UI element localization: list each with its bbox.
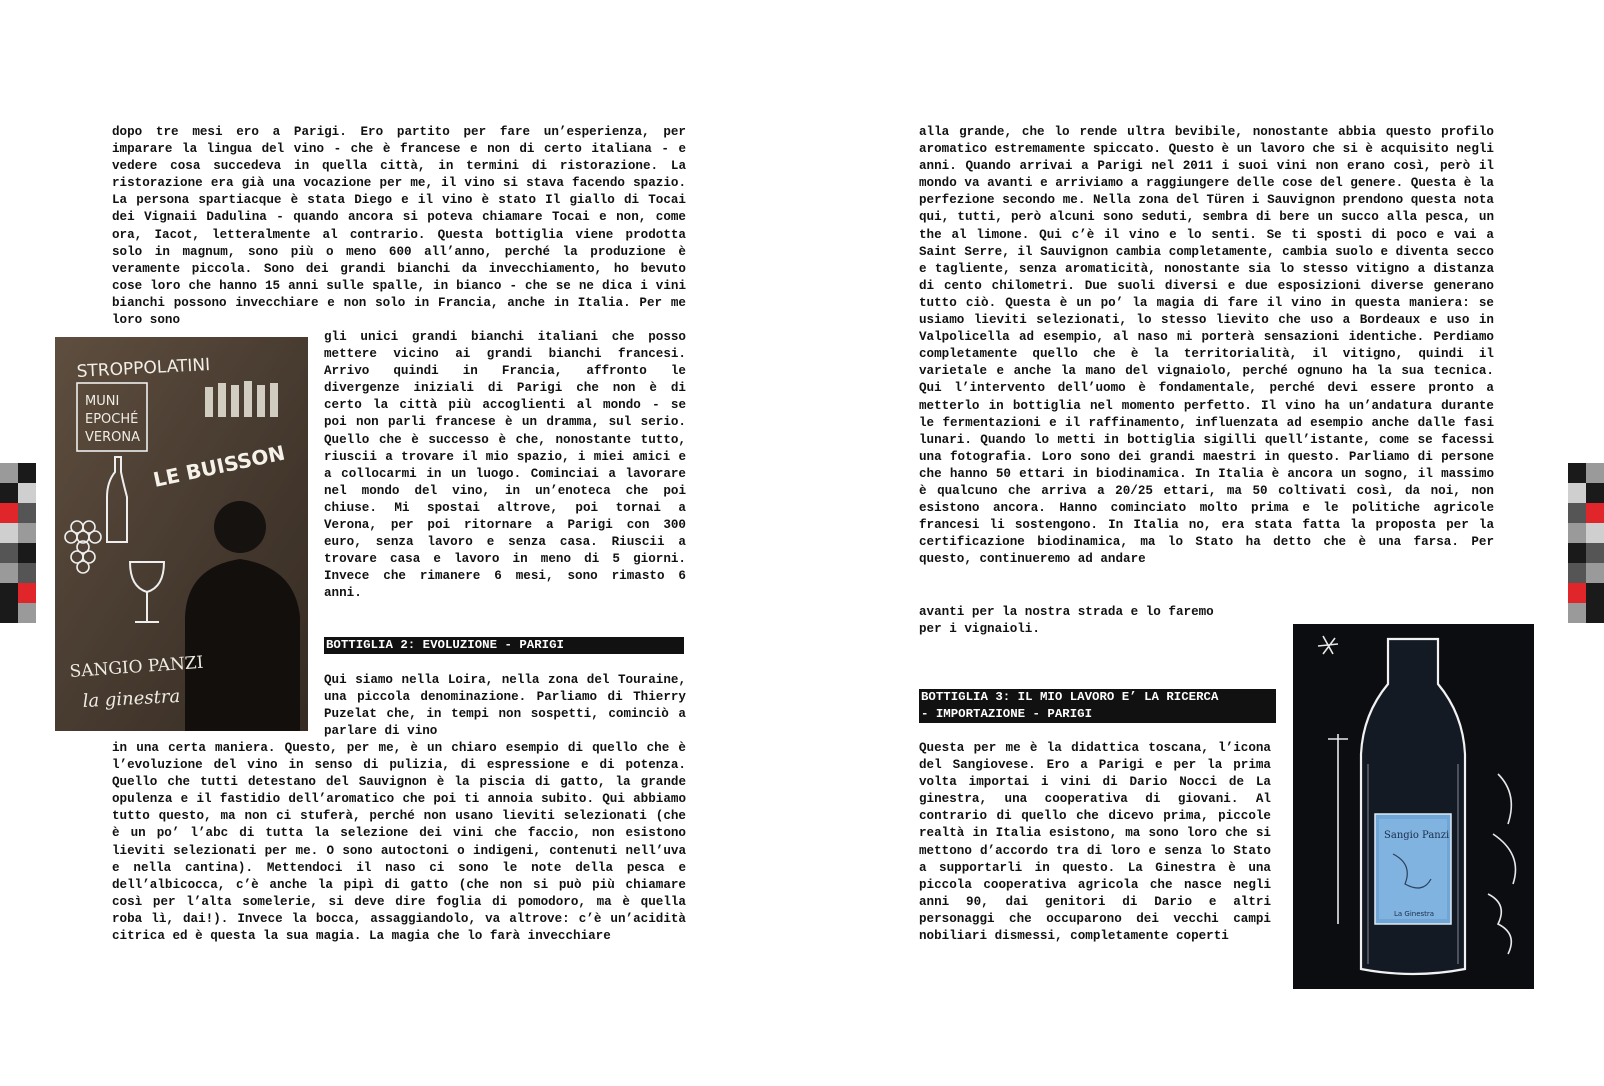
right-bottle-photo [1293, 624, 1534, 989]
left-paragraph-side: gli unici grandi bianchi italiani che posso mettere vicino ai grandi bianchi francesi. Arrivo quindi in Francia, affronto le divergenze iniziali di Parigi che non è di certo la città più accoglienti al mondo - se poi non parli francese è un dramma, sul serio. Quello che è successo è che, nonostante tutto, riuscii a trovare il mio spazio, i miei amici e a collocarmi in un luogo. Cominciai a lavorare nel mondo del vino, in un’enoteca che poi chiuse. Mi spostai altrove, poi tornai a Verona, per poi ritornare a Parigi con 300 euro, senza lavoro e senza casa. Riuscii a trovare casa e lavoro in meno di 5 giorni. Invece che rimanere 6 mesi, sono rimasto 6 anni. [324, 330, 686, 601]
right-paragraph-bottom: Questa per me è la didattica toscana, l’icona del Sangiovese. Ero a Parigi e per la prima volta importai i vini di Dario Nocci de La ginestra, una cooperativa di giovani. Al contrario di quello che dicevo prima, piccole realtà in Italia esistono, ma sono loro che si mettono d’accordo tra di loro e senza lo Stato a supportarli in questo. La Ginestra è una piccola cooperativa agricola che nasce negli anni 90, dai genitori di Dario e altri personaggi che occuparono dei vecchi campi nobiliari dismessi, completamente coperti [919, 741, 1271, 944]
chalk-line-2: EPOCHÉ [85, 412, 139, 427]
chalk-title: STROPPOLATINI [76, 355, 211, 382]
left-paragraph-side-2: Qui siamo nella Loira, nella zona del Touraine, una piccola denominazione. Parliamo di Thierry Puzelat che, in tempi non sospetti, cominciò a parlare di vino [324, 673, 686, 739]
heading-bottiglia-3-line-1: BOTTIGLIA 3: IL MIO LAVORO E’ LA RICERCA [919, 689, 1276, 706]
bottle-drawing-image [1293, 624, 1534, 989]
chalk-line-1: MUNI [85, 394, 120, 409]
heading-bottiglia-2: BOTTIGLIA 2: EVOLUZIONE - PARIGI [324, 637, 684, 654]
chalk-sign: LE BUISSON [151, 440, 288, 492]
right-registration-marks [1568, 463, 1604, 623]
left-bar-photo [55, 337, 308, 731]
bottle-label-title: Sangio Panzi [1384, 830, 1450, 841]
right-paragraph-tail-1: avanti per la nostra strada e lo faremo [919, 605, 1214, 619]
chalk-bottom-2: la ginestra [82, 685, 181, 712]
bottle-label-small: La Ginestra [1394, 910, 1435, 918]
right-paragraph-top: alla grande, che lo rende ultra bevibile, nonostante abbia questo profilo aromatico estremamente spiccato. Questo è un lavoro che si è acquisito negli anni. Quando arrivai a Parigi nel 2011 i suoi vini non erano così, però il mondo va avanti e arriviamo a raggiungere delle cose del genere. Questa è la perfezione secondo me. Nella zona del Türen i Sauvignon prendono questa nota qui, tutti, però alcuni sono seduti, sembra di bere un succo alla pesca, un the al limone. Qui c’è il vino e lo senti. Se ti sposti di poco e vai a Saint Serre, il Sauvignon cambia completamente, cambia suolo e diventa secco e tagliente, senza aromaticità, nonostante sia lo stesso vitigno a distanza di cento chilometri. Due suoli diversi e due esposizioni diverse generano tutto ciò. Questa è un po’ la magia di fare il vino in questa maniera: se usiamo lieviti selezionati, lo stesso lievito che uso a Bordeaux e uso in Valpolicella ad esempio, al naso mi porterà sensazioni identiche. Perdiamo completamente quello che è la territorialità, il vitigno, quindi il varietale e anche la mano del vignaiolo, perché ognuno ha la sua tecnica. Qui l’intervento dell’uomo è fondamentale, perché devi essere pronto a metterlo in bottiglia nel momento perfetto. Il vino ha un’andatura durante le fermentazioni e il raffinamento, influenzata ad esempio anche dalle fasi lunari. Quando lo metti in bottiglia sigilli quell’istante, come se facessi una fotografia. Loro sono dei grandi maestri in questo. Parliamo di persone che hanno 50 ettari in biodinamica. In Italia è ancora un sogno, il massimo è qualcuno che arriva a 20/25 ettari, ma 50 coltivati così, da noi, non esistono ancora. Hanno cominciato molto prima e le politiche agricole francesi li sostengono. In Italia no, era stata fatta la proposta per la certificazione biodinamica, ma lo Stato ha detto che è una farsa. Per questo, continueremo ad andare [919, 125, 1494, 567]
heading-bottiglia-3-line-2: - IMPORTAZIONE - PARIGI [919, 706, 1276, 723]
left-paragraph-top: dopo tre mesi ero a Parigi. Ero partito per fare un’esperienza, per imparare la lingua del vino - che è francese e non di certo italiana - e vedere cosa succedeva in quella città, in termini di ristorazione. La ristorazione era già una vocazione per me, il vino si stava facendo spazio. La persona spartiacque è stata Diego e il vino è stato Il giallo di Tocai dei Vignaii Dadulina - quando ancora si poteva chiamare Tocai e non, come ora, Iacot, letteralmente al contrario. Questa bottiglia viene prodotta solo in magnum, sono più o meno 600 all’anno, perché la produzione è veramente piccola. Sono dei grandi bianchi da invecchiamento, ho bevuto cose loro che hanno 15 anni sulle spalle, in bianco - che se ne dica i vini bianchi possono invecchiare e non solo in Francia, anche in Italia. Per me loro sono [112, 125, 686, 328]
right-page [802, 0, 1604, 1086]
right-paragraph-tail-2: per i vignaioli. [919, 622, 1040, 636]
left-registration-marks [0, 463, 36, 623]
chalk-line-3: VERONA [85, 430, 140, 445]
left-paragraph-bottom: in una certa maniera. Questo, per me, è un chiaro esempio di quello che è l’evoluzione del vino in senso di pulizia, di espressione e di potenza. Quello che tutti detestano del Sauvignon è la piscia di gatto, la grande opulenza e il fastidio dell’aromatico che poi ti annoia subito. Qui abbiamo tutto questo, ma non ci stuferà, perché non usano lieviti selezionati (che è un po’ l’abc di tutta la selezione dei vini che faccio, non esistono lieviti selezionati per me. O sono autoctoni o indigeni, contenuti nell’uva e nella cantina). Mettendoci il naso ci sono le note della pesca e dell’albicocca, c’è anche la pipì di gatto (che non si può più chiamare così per l’alta somelerie, si deve dire foglia di pomodoro, ma è quella roba lì, dai!). Invece la bocca, assaggiandolo, va altrove: c’è un’acidità citrica ed è questa la sua magia. La magia che lo farà invecchiare [112, 741, 686, 944]
chalk-bottom-1: SANGIO PANZI [68, 652, 205, 682]
bar-chalkboard-image [55, 337, 308, 731]
